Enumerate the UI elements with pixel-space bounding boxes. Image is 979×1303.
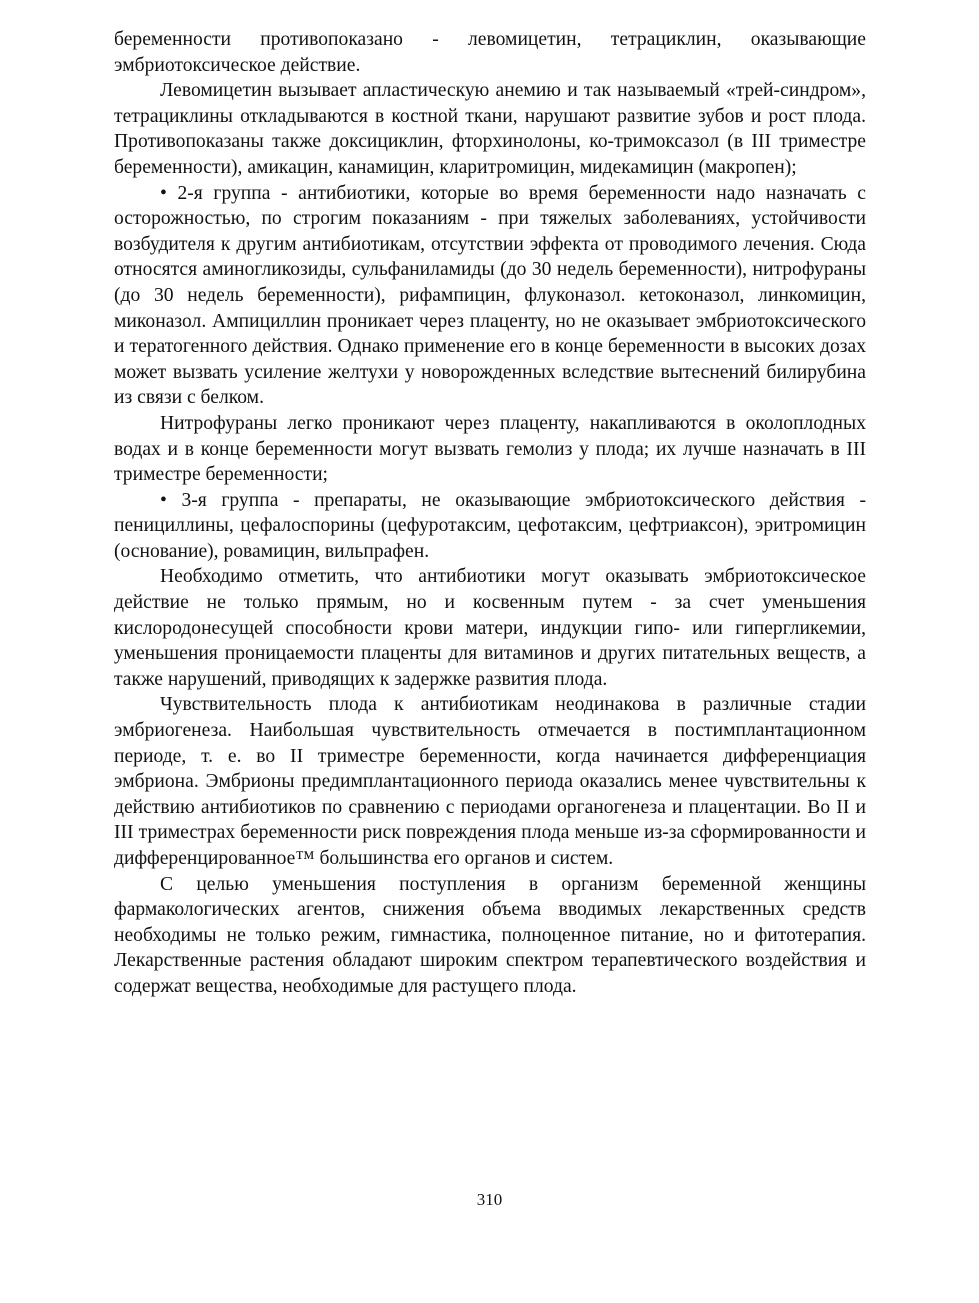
paragraph-levomycetin: Левомицетин вызывает апластическую анемию и так называемый «трей-синдром», тетрациклины откладываются в костной ткани, нарушают развитие зубов и рост плода. Противопоказаны также доксициклин, фторхинолоны, ко-тримоксазол (в III триместре беременности), амикацин, канамицин, кларитромицин, мидекамицин (макропен); [114,80,866,178]
document-body [114,27,866,1000]
paragraph-group-3: • 3-я группа - препараты, не оказывающие эмбриотоксического действия - пенициллины, цефалоспорины (цефуротаксим, цефотаксим, цефтриаксон), эритромицин (основание), ровамицин, вильпрафен. [114,489,866,562]
paragraph-group-2: • 2-я группа - антибиотики, которые во время беременности надо назначать с осторожностью, по строгим показаниям - при тяжелых заболеваниях, устойчивости возбудителя к другим антибиотикам, отсутствии эффекта от проводимого лечения. Сюда относятся аминогликозиды, сульфаниламиды (до 30 недель беременности), нитрофураны (до 30 недель беременности), рифампицин, флуконазол. кетоконазол, линкомицин, миконазол. Ампициллин проникает через плаценту, но не оказывает эмбриотоксического и тератогенного действия. Однако применение его в конце беременности в высоких дозах может вызвать усиление желтухи у новорожденных вследствие вытеснений билирубина из связи с белком. [114,182,866,409]
paragraph-sensitivity: Чувствительность плода к антибиотикам неодинакова в различные стадии эмбриогенеза. Наибольшая чувствительность отмечается в постимплантационном периоде, т. е. во II триместре беременности, когда начинается дифференциация эмбриона. Эмбрионы предимплантационного периода оказались менее чувствительны к действию антибиотиков по сравнению с периодами органогенеза и плацентации. Во II и III триместрах беременности риск повреждения плода меньше из-за сформированности и дифференцированное™ большинства его органов и систем. [114,694,866,869]
page-number: 310 [476,1190,503,1209]
paragraph-indirect-effect: Необходимо отметить, что антибиотики могут оказывать эмбриотоксическое действие не только прямым, но и косвенным путем - за счет уменьшения кислородонесущей способности крови матери, индукции гипо- или гипергликемии, уменьшения проницаемости плаценты для витаминов и других питательных веществ, а также нарушений, приводящих к задержке развития плода. [114,566,866,690]
paragraph-continuation: беременности противопоказано - левомицетин, тетрациклин, оказывающие эмбриотоксическое действие. [114,29,866,76]
paragraph-nitrofurans: Нитрофураны легко проникают через плаценту, накапливаются в околоплодных водах и в конце беременности могут вызвать гемолиз у плода; их лучше назначать в III триместре беременности; [114,412,866,486]
paragraph-phytotherapy: С целью уменьшения поступления в организм беременной женщины фармакологических агентов, снижения объема вводимых лекарственных средств необходимы не только режим, гимнастика, полноценное питание, но и фитотерапия. Лекарственные растения обладают широким спектром терапевтического воздействия и содержат вещества, необходимые для растущего плода. [114,873,866,997]
